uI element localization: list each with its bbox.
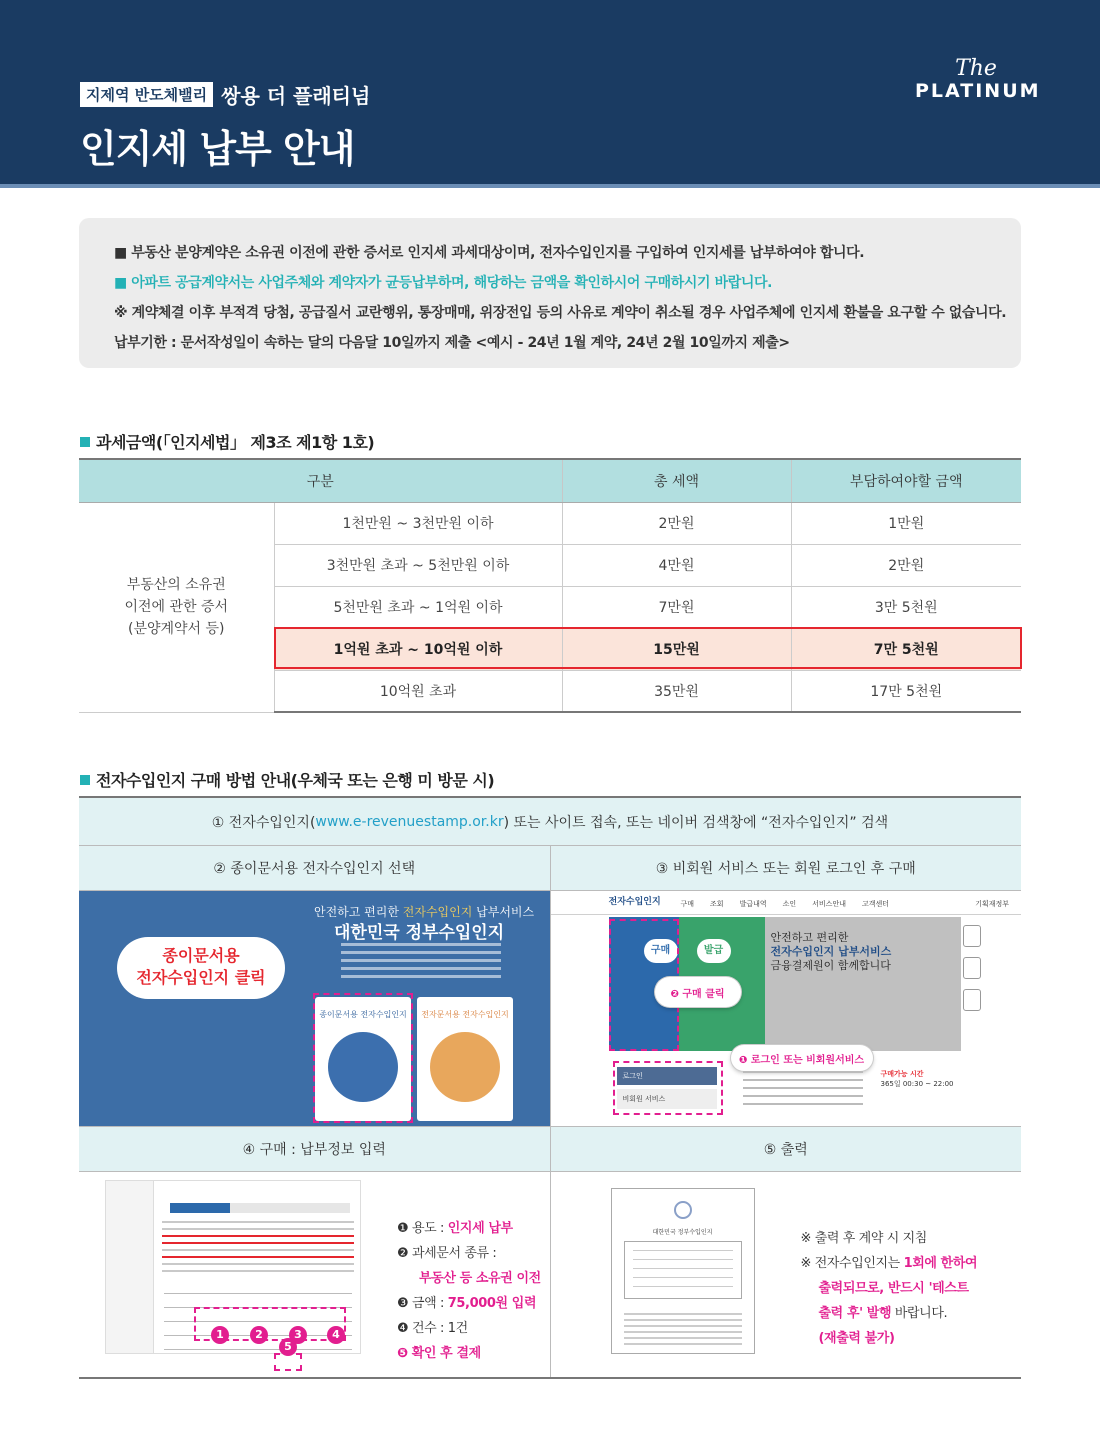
notice-line-1: ■ 부동산 분양계약은 소유권 이전에 관한 증서로 인지세 과세대상이며, 전자수입인지를 구입하여 인지세를 납부하여야 합니다.: [114, 245, 865, 261]
logo-the: The: [955, 56, 997, 81]
marker-3: 3: [289, 1326, 307, 1344]
tax-table: [79, 458, 1021, 713]
hero-line-2: 전자수입인지 납부서비스: [770, 945, 892, 958]
guide-section-title: [80, 768, 494, 791]
step-4-panel: [79, 1172, 551, 1377]
nav-history[interactable]: 발급내역: [739, 900, 767, 908]
purchase-guide: [79, 796, 1021, 1379]
logo-platinum: PLATINUM: [915, 80, 1041, 102]
category-line-2: 이전에 관한 증서: [124, 599, 229, 615]
p2-sub-a: 안전하고 편리한: [314, 905, 403, 919]
page-title: 인지세 납부 안내: [80, 127, 355, 171]
instr-2: ❷ 과세문서 종류 :: [397, 1246, 497, 1261]
certificate-footer: [624, 1313, 742, 1349]
step-1: [79, 798, 1021, 846]
range-cell: 1천만원 ~ 3천만원 이하: [274, 502, 562, 544]
hero-text: [771, 931, 892, 973]
nav-cancel[interactable]: 소인: [782, 900, 797, 908]
step-2-header: ② 종이문서용 전자수입인지 선택: [79, 846, 551, 890]
nav-buy[interactable]: 구매: [680, 900, 695, 908]
ministry-logo: 기획재정부: [975, 900, 1009, 908]
marker-2: 2: [250, 1326, 268, 1344]
instr-3-label: ❸ 금액 :: [397, 1296, 448, 1311]
range-cell: 5천만원 초과 ~ 1억원 이하: [274, 586, 562, 628]
form-notes: [162, 1221, 354, 1277]
paper-stamp-callout: [117, 937, 285, 999]
print-line-3: [801, 1276, 978, 1301]
hours-value: 365일 00:30 ~ 22:00: [880, 1080, 954, 1088]
notice-line-2: ■ 아파트 공급계약서는 사업주체와 계약자가 균등납부하며, 해당하는 금액을 확인하시어 구매하시기 바랍니다.: [114, 275, 772, 291]
quick-menu-icon[interactable]: [963, 957, 981, 979]
login-callout: ❶ 로그인 또는 비회원서비스: [731, 1045, 873, 1071]
step-image-row-1: [79, 891, 1021, 1127]
range-cell: 3천만원 초과 ~ 5천만원 이하: [274, 544, 562, 586]
certificate-table: [624, 1241, 742, 1299]
range-cell: 10억원 초과: [274, 670, 562, 712]
electronic-stamp-card[interactable]: [417, 997, 513, 1121]
instr-3: [397, 1291, 541, 1316]
marker-5: 5: [279, 1338, 297, 1356]
print-line-3b: '테스트: [928, 1281, 969, 1296]
step-2-screenshot: [79, 891, 551, 1126]
total-cell: 35만원: [562, 670, 791, 712]
print-line-5: (재출력 불가): [818, 1331, 895, 1346]
p2-background: [79, 891, 550, 1126]
p3-background: [551, 891, 1022, 1126]
payment-form-screenshot: [105, 1180, 361, 1354]
nav-support[interactable]: 고객센터: [861, 900, 890, 908]
col-header-total: 총 세액: [562, 459, 791, 502]
range-cell: 1억원 초과 ~ 10억원 이하: [274, 628, 562, 670]
table-row: [79, 502, 1021, 544]
instr-1: [397, 1216, 541, 1241]
category-cell: [79, 502, 274, 712]
share-cell: 17만 5천원: [791, 670, 1021, 712]
selection-dashed-frame: [313, 993, 413, 1123]
quick-menu-icon[interactable]: [963, 925, 981, 947]
category-line-3: (분양계약서 등): [127, 621, 225, 637]
section-bullet-icon: [80, 775, 90, 785]
site-nav: [551, 891, 1022, 915]
step-3-screenshot: [551, 891, 1022, 1126]
tax-table-header: [79, 459, 1021, 502]
category-line-1: 부동산의 소유권: [126, 577, 226, 593]
print-line-2a: ※ 전자수입인지는: [800, 1256, 904, 1271]
step-4-header: ④ 구매 : 납부정보 입력: [79, 1127, 551, 1171]
site-logo: 전자수입인지: [608, 897, 661, 907]
col-header-share: 부담하여야할 금액: [791, 459, 1021, 502]
notice-box: [79, 218, 1021, 368]
marker-4: 4: [327, 1326, 345, 1344]
share-cell: 3만 5천원: [791, 586, 1021, 628]
certificate-title: 대한민국 정부수입인지: [652, 1229, 713, 1236]
card-1-label: 종이문서용 전자수입인지: [319, 1010, 407, 1019]
total-cell: 4만원: [562, 544, 791, 586]
step-header-row-2: [79, 1127, 1021, 1172]
share-cell: 7만 5천원: [791, 628, 1021, 670]
step-content-row-2: [79, 1172, 1021, 1377]
stamp-certificate: [611, 1188, 755, 1354]
notice-list: [743, 1071, 863, 1111]
buy-click-callout: ❷ 구매 클릭: [655, 977, 741, 1007]
quick-menu-icon[interactable]: [963, 989, 981, 1011]
login-button[interactable]: 로그인: [617, 1067, 717, 1085]
print-line-4b: 바랍니다.: [891, 1306, 948, 1321]
step-1-text-b: ) 또는 사이트 접속, 또는 네이버 검색창에 “전자수입인지” 검색: [503, 814, 889, 831]
notice-line-4: 납부기한 : 문서작성일이 속하는 달의 다음달 10일까지 제출 <예시 - 24년 1월 계약, 24년 2월 10일까지 제출>: [114, 335, 790, 351]
header-banner: [0, 0, 1100, 188]
seal-icon: [674, 1201, 692, 1219]
print-line-1: ※ 출력 후 계약 시 지침: [800, 1231, 927, 1246]
brand-logo: [915, 56, 1041, 102]
instr-2-value: 부동산 등 소유권 이전: [419, 1271, 541, 1286]
hours-label: 구매가능 시간: [880, 1070, 924, 1078]
p2-text-lines: [341, 943, 501, 983]
instr-4: ❹ 건수 : 1건: [397, 1321, 468, 1336]
card-2-label: 전자문서용 전자수입인지: [421, 1010, 509, 1019]
total-cell: 7만원: [562, 586, 791, 628]
login-dashed-frame: [613, 1061, 723, 1115]
share-cell: 2만원: [791, 544, 1021, 586]
share-cell: 1만원: [791, 502, 1021, 544]
instr-1-value: 인지세 납부: [447, 1221, 513, 1236]
instr-3-value: 75,000원 입력: [447, 1296, 537, 1311]
p2-sub-b: 전자수입인지: [402, 905, 473, 919]
print-line-2b: 1회에 한하여: [903, 1256, 978, 1271]
print-line-2: [801, 1251, 978, 1276]
quick-menu: [963, 925, 983, 1051]
purchase-hours: [881, 1069, 954, 1089]
print-line-4a: 출력 후' 발행: [818, 1306, 892, 1321]
step-5-panel: [551, 1172, 1022, 1377]
tax-section-title-text: 과세금액(「인지세법」 제3조 제1항 1호): [96, 433, 375, 452]
buy-badge: 구매: [644, 939, 678, 963]
callout-line-1: 종이문서용: [162, 946, 240, 965]
hero-line-3: 금융결제원이 함께합니다: [770, 959, 891, 972]
issue-badge: 발급: [697, 939, 731, 963]
nav-items: [681, 899, 890, 909]
col-header-category: 구분: [79, 459, 562, 502]
p2-sub-c: 납부서비스: [472, 905, 535, 919]
marker-1: 1: [211, 1326, 229, 1344]
complex-name: 쌍용 더 플래티넘: [221, 84, 371, 108]
step-header-row-1: [79, 846, 1021, 891]
hero-line-1: 안전하고 편리한: [770, 931, 849, 944]
nav-search[interactable]: 조회: [710, 900, 724, 908]
form-sidebar: [106, 1181, 154, 1353]
form-progress: [170, 1203, 350, 1213]
nonmember-button[interactable]: 비회원 서비스: [617, 1089, 717, 1109]
nav-service[interactable]: 서비스안내: [812, 900, 846, 908]
instr-1-label: ❶ 용도 :: [397, 1221, 448, 1236]
instr-5: ❺ 확인 후 결제: [397, 1346, 481, 1361]
print-line-4: [801, 1301, 978, 1326]
total-cell: 2만원: [562, 502, 791, 544]
step-3-header: ③ 비회원 서비스 또는 회원 로그인 후 구매: [551, 846, 1022, 890]
print-line-3a: 출력되므로, 반드시: [818, 1281, 929, 1296]
step-1-text-a: ① 전자수입인지(: [211, 814, 316, 831]
print-instructions: [801, 1226, 978, 1351]
revenue-stamp-link[interactable]: www.e-revenuestamp.or.kr: [315, 813, 504, 830]
guide-section-title-text: 전자수입인지 구매 방법 안내(우체국 또는 은행 미 방문 시): [96, 771, 495, 790]
section-bullet-icon: [80, 437, 90, 447]
tablet-icon: [430, 1032, 500, 1102]
payment-instructions: [397, 1216, 541, 1366]
location-tag: 지제역 반도체밸리: [80, 82, 213, 107]
tax-section-title: [80, 430, 374, 453]
header-subtitle-row: [80, 80, 370, 109]
callout-line-2: 전자수입인지 클릭: [136, 968, 266, 987]
total-cell: 15만원: [562, 628, 791, 670]
step-5-header: ⑤ 출력: [551, 1127, 1022, 1171]
p2-main-title: 대한민국 정부수입인지: [334, 923, 505, 943]
notice-line-3: ※ 계약체결 이후 부적격 당첨, 공급질서 교란행위, 통장매매, 위장전입 등의 사유로 계약이 취소될 경우 사업주체에 인지세 환불을 요구할 수 없습니다.: [114, 305, 1007, 321]
